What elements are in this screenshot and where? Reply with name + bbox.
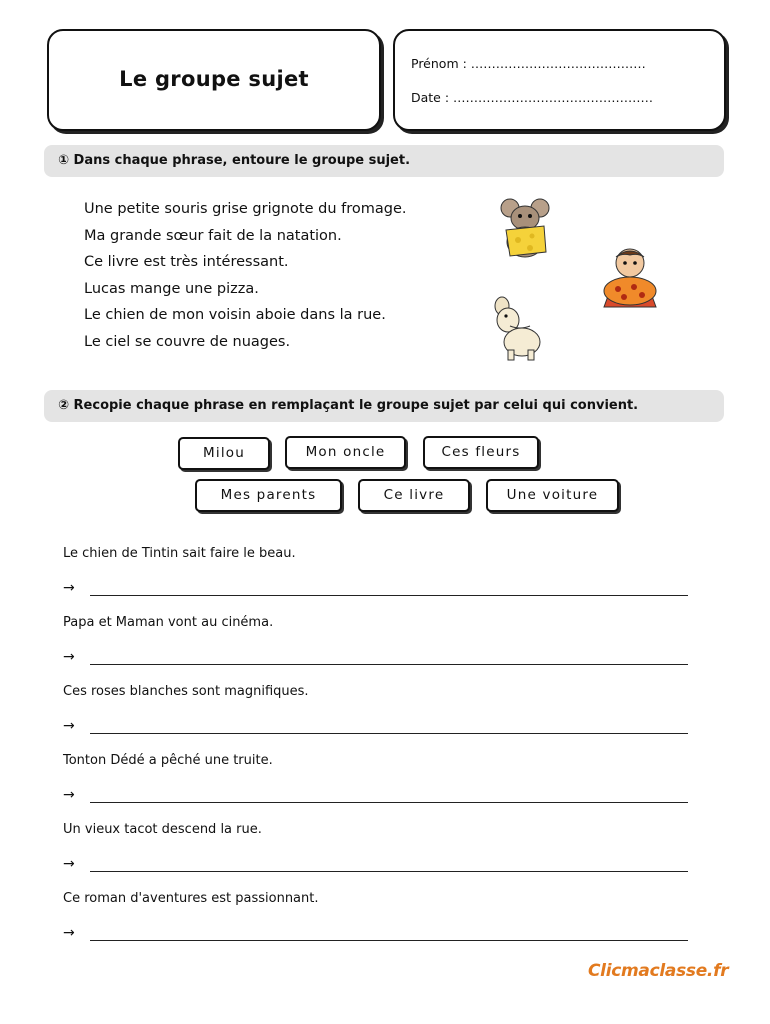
ex2-answer-line[interactable] [63, 649, 688, 669]
site-logo: Clicmaclasse.fr [588, 961, 729, 981]
arrow-icon: → [63, 856, 75, 872]
ex1-sentence[interactable]: Ce livre est très intéressant. [84, 254, 289, 270]
word-chip-ces-fleurs[interactable]: Ces fleurs [423, 436, 539, 469]
ex2-source-sentence: Ces roses blanches sont magnifiques. [63, 684, 309, 699]
ex1-sentence[interactable]: Lucas mange une pizza. [84, 281, 259, 297]
title-box [47, 29, 381, 131]
date-field[interactable]: Date : ………………………………………… [411, 90, 654, 105]
page-title: Le groupe sujet [119, 67, 309, 91]
student-info-box [393, 29, 726, 131]
ex2-answer-line[interactable] [63, 787, 688, 807]
ex1-sentence[interactable]: Le ciel se couvre de nuages. [84, 334, 291, 350]
mouse-with-cheese-icon [496, 196, 558, 260]
ex1-sentence[interactable]: Une petite souris grise grignote du fromage. [84, 201, 407, 217]
arrow-icon: → [63, 718, 75, 734]
ex2-source-sentence: Tonton Dédé a pêché une truite. [63, 753, 273, 768]
word-chip-milou[interactable]: Milou [178, 437, 270, 470]
ex2-source-sentence: Un vieux tacot descend la rue. [63, 822, 262, 837]
word-chip-ce-livre[interactable]: Ce livre [358, 479, 470, 512]
word-chip-une-voiture[interactable]: Une voiture [486, 479, 619, 512]
ex1-sentence[interactable]: Ma grande sœur fait de la natation. [84, 228, 342, 244]
ex2-source-sentence: Papa et Maman vont au cinéma. [63, 615, 274, 630]
exercise2-instruction: ② Recopie chaque phrase en remplaçant le groupe sujet par celui qui convient. [44, 390, 724, 422]
word-chip-mes-parents[interactable]: Mes parents [195, 479, 342, 512]
arrow-icon: → [63, 787, 75, 803]
prenom-field[interactable]: Prénom : …………………………………… [411, 56, 646, 71]
arrow-icon: → [63, 580, 75, 596]
ex2-answer-line[interactable] [63, 925, 688, 945]
arrow-icon: → [63, 925, 75, 941]
word-chip-mon-oncle[interactable]: Mon oncle [285, 436, 406, 469]
barking-dog-icon [490, 296, 546, 362]
ex2-answer-line[interactable] [63, 718, 688, 738]
ex1-sentence[interactable]: Le chien de mon voisin aboie dans la rue. [84, 307, 386, 323]
exercise1-instruction: ① Dans chaque phrase, entoure le groupe sujet. [44, 145, 724, 177]
arrow-icon: → [63, 649, 75, 665]
ex2-source-sentence: Ce roman d'aventures est passionnant. [63, 891, 319, 906]
boy-eating-pizza-icon [598, 245, 662, 309]
ex2-source-sentence: Le chien de Tintin sait faire le beau. [63, 546, 296, 561]
ex2-answer-line[interactable] [63, 580, 688, 600]
ex2-answer-line[interactable] [63, 856, 688, 876]
